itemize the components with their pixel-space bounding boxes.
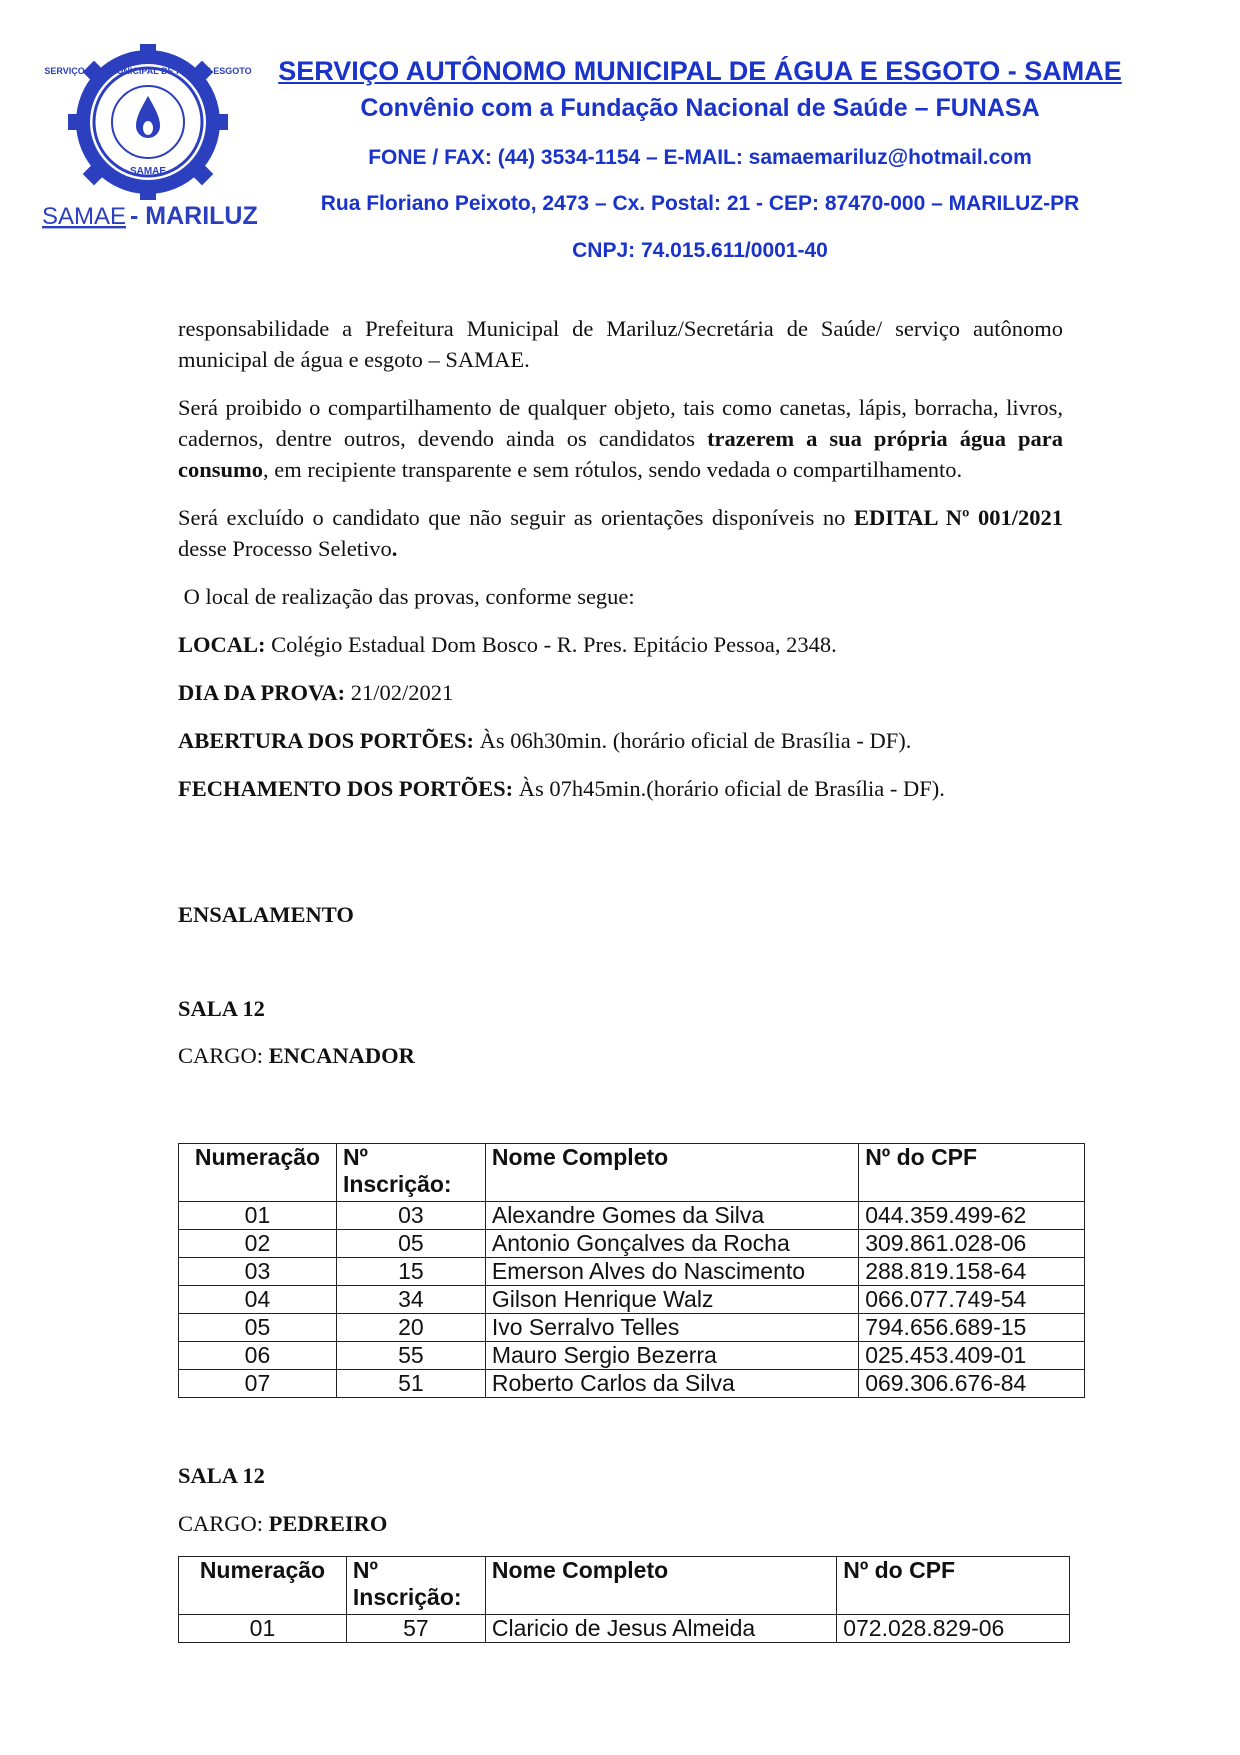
cell-numeracao: 01 [179, 1615, 347, 1643]
cell-cpf: 069.306.676-84 [859, 1370, 1085, 1398]
cell-nome: Roberto Carlos da Silva [485, 1370, 858, 1398]
samae-logo [40, 44, 258, 234]
cell-cpf: 288.819.158-64 [859, 1258, 1085, 1286]
cell-inscricao: 34 [336, 1286, 485, 1314]
cargo-1-value: ENCANADOR [268, 1043, 415, 1068]
header-cpf: Nº do CPF [859, 1144, 1085, 1202]
table-row [179, 1230, 1085, 1258]
table-encanador [178, 1143, 1085, 1398]
table-row [179, 1370, 1085, 1398]
document-body [178, 313, 1063, 821]
paragraph-4: O local de realização das provas, conforme segue: [178, 584, 635, 609]
cell-cpf: 794.656.689-15 [859, 1314, 1085, 1342]
cell-cpf: 072.028.829-06 [837, 1615, 1070, 1643]
local-line [178, 629, 1063, 660]
logo-caption-right: - MARILUZ [130, 202, 258, 230]
header-subtitle: Convênio com a Fundação Nacional de Saúde – FUNASA [360, 94, 1040, 122]
paragraph-3-bold: EDITAL Nº 001/2021 [853, 505, 1063, 530]
header-inscricao: Nº Inscrição: [346, 1557, 485, 1615]
cell-inscricao: 20 [336, 1314, 485, 1342]
fechamento-value: Às 07h45min.(horário oficial de Brasília - DF). [513, 776, 945, 801]
cell-inscricao: 15 [336, 1258, 485, 1286]
paragraph-2 [178, 392, 1063, 485]
letterhead [0, 0, 1240, 290]
cargo-1-line [178, 1043, 415, 1069]
cargo-2-label: CARGO: [178, 1511, 269, 1536]
cell-nome: Emerson Alves do Nascimento [485, 1258, 858, 1286]
cargo-2-value: PEDREIRO [268, 1511, 388, 1536]
local-label: LOCAL: [178, 632, 266, 657]
cell-inscricao: 57 [346, 1615, 485, 1643]
table-row [179, 1202, 1085, 1230]
paragraph-2-text-c: , em recipiente transparente e sem rótulos, sendo vedada o compartilhamento. [263, 457, 963, 482]
logo-bottom-text: SAMAE [129, 166, 167, 177]
cell-nome: Alexandre Gomes da Silva [485, 1202, 858, 1230]
paragraph-2-text-a: Será proibido o compartilhamento de qualquer objeto, tais como canetas, lápis, borracha, livros, cadernos, dentre outros, devendo ainda os candidatos [178, 395, 1063, 451]
table-row [179, 1286, 1085, 1314]
cell-nome: Gilson Henrique Walz [485, 1286, 858, 1314]
paragraph-2-bold: trazerem a sua própria água para consumo [178, 426, 1064, 482]
abertura-label: ABERTURA DOS PORTÕES: [178, 728, 474, 753]
paragraph-3-text-c: desse Processo Seletivo [178, 536, 392, 561]
abertura-value: Às 06h30min. (horário oficial de Brasília - DF). [473, 728, 912, 753]
cell-cpf: 044.359.499-62 [859, 1202, 1085, 1230]
cell-numeracao: 02 [179, 1230, 337, 1258]
logo-caption-left: SAMAE [42, 203, 127, 230]
cell-nome: Claricio de Jesus Almeida [485, 1615, 836, 1643]
cargo-1-label: CARGO: [178, 1043, 269, 1068]
sala-1-heading: SALA 12 [178, 996, 265, 1021]
header-address: Rua Floriano Peixoto, 2473 – Cx. Postal: 21 - CEP: 87470-000 – MARILUZ-PR [320, 192, 1080, 215]
cell-cpf: 309.861.028-06 [859, 1230, 1085, 1258]
ensalamento-heading: ENSALAMENTO [178, 902, 354, 927]
header-cnpj: CNPJ: 74.015.611/0001-40 [572, 239, 828, 262]
table-row [179, 1314, 1085, 1342]
dia-line [178, 677, 1063, 708]
header-numeracao: Numeração [179, 1144, 337, 1202]
fechamento-line [178, 773, 1063, 804]
sala-2-heading: SALA 12 [178, 1463, 265, 1488]
header-title: SERVIÇO AUTÔNOMO MUNICIPAL DE ÁGUA E ESGOTO - SAMAE [278, 56, 1122, 86]
cell-numeracao: 04 [179, 1286, 337, 1314]
dia-value: 21/02/2021 [345, 680, 454, 705]
cell-nome: Mauro Sergio Bezerra [485, 1342, 858, 1370]
dia-label: DIA DA PROVA: [178, 680, 346, 705]
cargo-2-line [178, 1511, 387, 1537]
paragraph-3 [178, 502, 1063, 564]
header-contact: FONE / FAX: (44) 3534-1154 – E-MAIL: samaemariluz@hotmail.com [368, 146, 1032, 169]
cell-numeracao: 05 [179, 1314, 337, 1342]
fechamento-label: FECHAMENTO DOS PORTÕES: [178, 776, 514, 801]
header-cpf: Nº do CPF [837, 1557, 1070, 1615]
cell-cpf: 025.453.409-01 [859, 1342, 1085, 1370]
cell-inscricao: 03 [336, 1202, 485, 1230]
cell-inscricao: 55 [336, 1342, 485, 1370]
table-pedreiro [178, 1556, 1070, 1643]
cell-nome: Antonio Gonçalves da Rocha [485, 1230, 858, 1258]
cell-inscricao: 05 [336, 1230, 485, 1258]
header-numeracao: Numeração [179, 1557, 347, 1615]
paragraph-3-period: . [391, 536, 398, 561]
abertura-line [178, 725, 1063, 756]
logo-ring-text: SERVIÇO AUT. MUNICIPAL DE ÁGUA E ESGOTO [44, 66, 252, 76]
table-row [179, 1258, 1085, 1286]
cell-numeracao: 06 [179, 1342, 337, 1370]
local-value: Colégio Estadual Dom Bosco - R. Pres. Epitácio Pessoa, 2348. [265, 632, 837, 657]
table-header-row [179, 1144, 1085, 1202]
header-nome: Nome Completo [485, 1557, 836, 1615]
cell-numeracao: 07 [179, 1370, 337, 1398]
cell-inscricao: 51 [336, 1370, 485, 1398]
cell-numeracao: 03 [179, 1258, 337, 1286]
table-row [179, 1615, 1070, 1643]
table-header-row [179, 1557, 1070, 1615]
cell-nome: Ivo Serralvo Telles [485, 1314, 858, 1342]
paragraph-1: responsabilidade a Prefeitura Municipal de Mariluz/Secretária de Saúde/ serviço autônomo municipal de água e esgoto – SAMAE. [178, 316, 1063, 372]
paragraph-3-text-a: Será excluído o candidato que não seguir as orientações disponíveis no [178, 505, 854, 530]
header-inscricao: Nº Inscrição: [336, 1144, 485, 1202]
table-row [179, 1342, 1085, 1370]
cell-numeracao: 01 [179, 1202, 337, 1230]
cell-cpf: 066.077.749-54 [859, 1286, 1085, 1314]
header-nome: Nome Completo [485, 1144, 858, 1202]
